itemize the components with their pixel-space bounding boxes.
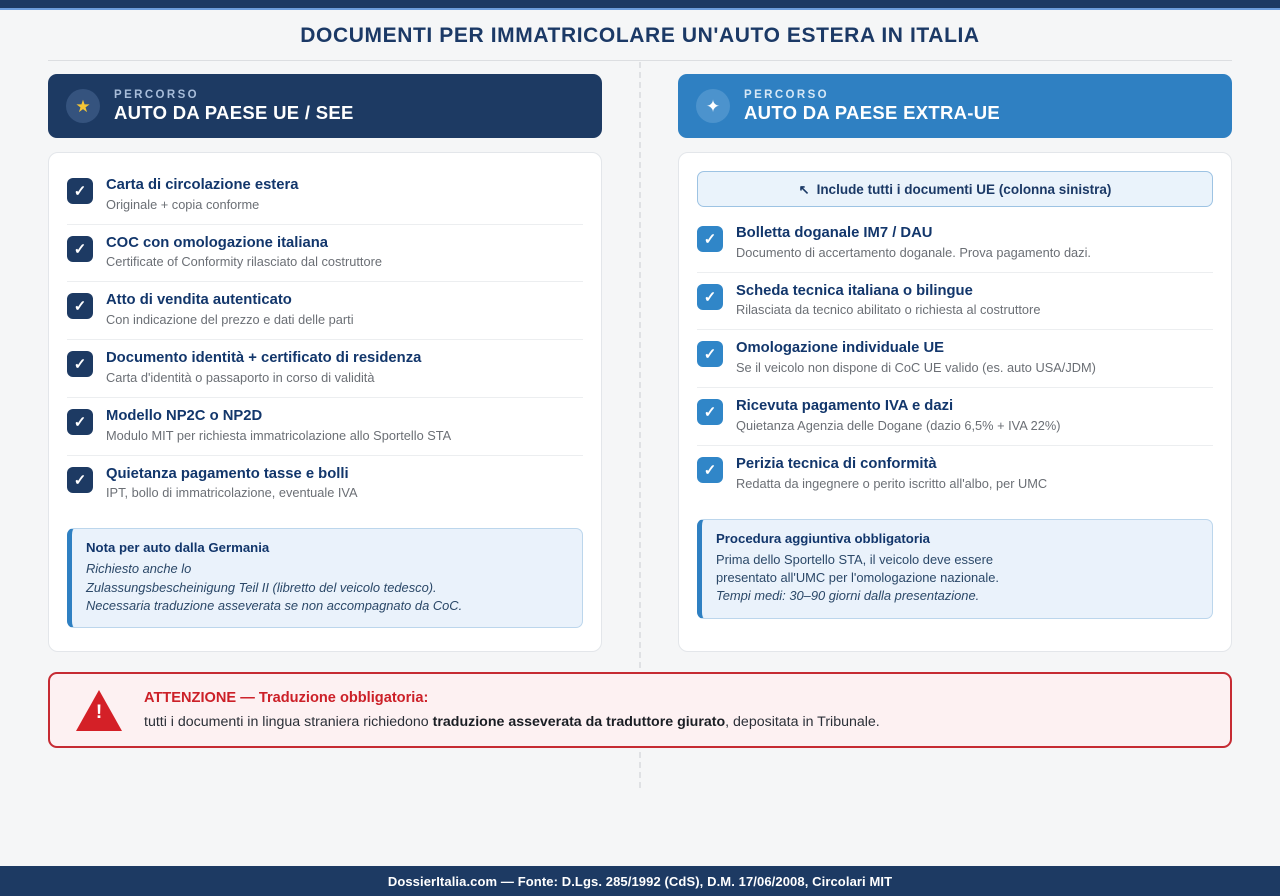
warning-body-before: tutti i documenti in lingua straniera richiedono — [144, 714, 433, 730]
column-header-text-ue — [114, 89, 354, 124]
checkmark-icon: ✓ — [67, 293, 93, 319]
document-text — [106, 408, 451, 444]
warning-body — [144, 714, 880, 730]
document-subtitle: Modulo MIT per richiesta immatricolazione allo Sportello STA — [106, 427, 452, 443]
footer-bar — [0, 866, 1280, 896]
document-text — [736, 283, 1040, 319]
document-row — [67, 456, 583, 513]
document-row — [697, 446, 1213, 503]
document-title: Carta di circolazione estera — [106, 177, 299, 193]
document-card-extra-ue — [678, 152, 1232, 652]
document-text — [736, 340, 1096, 376]
top-accent-bar — [0, 0, 1280, 8]
column-header-text-extra-ue — [744, 89, 1000, 124]
inherit-pill-label: Include tutti i documenti UE (colonna sinistra) — [816, 181, 1112, 197]
column-header-ue — [48, 74, 602, 138]
note-box-extra-ue — [697, 519, 1213, 619]
note-body-extra-ue — [716, 551, 1198, 606]
document-title: Scheda tecnica italiana o bilingue — [736, 282, 973, 299]
document-text — [736, 456, 1047, 492]
checkmark-icon: ✓ — [697, 226, 723, 252]
checkmark-icon: ✓ — [697, 284, 723, 310]
note-line: Zulassungsbescheinigung Teil II (libretto del veicolo tedesco). — [86, 579, 437, 595]
note-line: Richiesto anche lo — [86, 561, 192, 577]
document-subtitle: Documento di accertamento doganale. Prova pagamento dazi. — [736, 244, 1091, 260]
document-row — [67, 398, 583, 456]
document-row — [697, 215, 1213, 273]
document-row — [67, 225, 583, 283]
document-subtitle: Carta d'identità o passaporto in corso di validità — [106, 369, 375, 385]
document-subtitle: Con indicazione del prezzo e dati delle parti — [106, 312, 354, 328]
star-icon: ★ — [66, 89, 100, 123]
column-kicker-extra-ue: PERCORSO — [744, 88, 830, 101]
document-title: Quietanza pagamento tasse e bolli — [106, 465, 349, 482]
checkmark-icon: ✓ — [67, 467, 93, 493]
note-line: Necessaria traduzione asseverata se non accompagnato da CoC. — [86, 598, 463, 614]
document-subtitle: Redatta da ingegnere o perito iscritto all'albo, per UMC — [736, 475, 1048, 491]
document-row — [67, 167, 583, 225]
document-list-extra-ue — [697, 215, 1213, 503]
document-subtitle: Rilasciata da tecnico abilitato o richiesta al costruttore — [736, 302, 1041, 318]
checkmark-icon: ✓ — [67, 351, 93, 377]
document-subtitle: Certificate of Conformity rilasciato dal costruttore — [106, 254, 382, 270]
footer-text: DossierItalia.com — Fonte: D.Lgs. 285/1992 (CdS), D.M. 17/06/2008, Circolari MIT — [387, 873, 893, 889]
document-text — [106, 292, 354, 328]
checkmark-icon: ✓ — [67, 236, 93, 262]
warning-exclamation: ! — [95, 701, 103, 723]
document-text — [106, 466, 358, 502]
column-kicker-ue: PERCORSO — [114, 88, 200, 101]
column-extra-ue — [678, 74, 1232, 652]
note-body-ue — [86, 560, 568, 615]
warning-headline: ATTENZIONE — Traduzione obbligatoria: — [144, 690, 429, 706]
note-line: Prima dello Sportello STA, il veicolo deve essere — [716, 551, 994, 567]
note-line: Tempi medi: 30–90 giorni dalla presentazione. — [716, 588, 980, 604]
document-card-ue — [48, 152, 602, 652]
document-row — [67, 282, 583, 340]
document-row — [67, 340, 583, 398]
document-subtitle: Se il veicolo non dispone di CoC UE valido (es. auto USA/JDM) — [736, 360, 1096, 376]
checkmark-icon: ✓ — [67, 178, 93, 204]
checkmark-icon: ✓ — [67, 409, 93, 435]
note-line: presentato all'UMC per l'omologazione nazionale. — [716, 569, 999, 585]
document-title: Atto di vendita autenticato — [106, 292, 292, 309]
document-text — [106, 350, 421, 386]
column-heading-ue: AUTO DA PAESE UE / SEE — [114, 101, 354, 123]
checkmark-icon: ✓ — [697, 457, 723, 483]
warning-banner — [48, 672, 1232, 748]
document-text — [736, 398, 1061, 434]
document-text — [106, 177, 298, 213]
document-title: Omologazione individuale UE — [736, 340, 945, 357]
document-title: Modello NP2C o NP2D — [106, 407, 263, 424]
column-heading-extra-ue: AUTO DA PAESE EXTRA-UE — [744, 101, 1001, 123]
title-divider — [48, 60, 1232, 61]
column-header-extra-ue — [678, 74, 1232, 138]
checkmark-icon: ✓ — [697, 399, 723, 425]
note-title-ue: Nota per auto dalla Germania — [86, 540, 270, 556]
note-box-ue — [67, 528, 583, 628]
inherit-ue-documents-pill[interactable] — [697, 171, 1213, 207]
warning-body-after: , depositata in Tribunale. — [725, 714, 880, 730]
document-row — [697, 273, 1213, 331]
sparkle-icon: ✦ — [696, 89, 730, 123]
document-subtitle: IPT, bollo di immatricolazione, eventuale IVA — [106, 485, 358, 501]
warning-text-block — [144, 690, 880, 730]
top-accent-line — [0, 8, 1280, 10]
document-title: Ricevuta pagamento IVA e dazi — [736, 398, 954, 415]
document-title: Bolletta doganale IM7 / DAU — [736, 225, 933, 241]
arrow-up-left-icon: ↖ — [798, 181, 810, 197]
checkmark-icon: ✓ — [697, 341, 723, 367]
column-ue — [48, 74, 602, 652]
note-title-extra-ue: Procedura aggiuntiva obbligatoria — [716, 530, 930, 546]
document-subtitle: Originale + copia conforme — [106, 196, 260, 212]
document-title: COC con omologazione italiana — [106, 234, 328, 251]
document-subtitle: Quietanza Agenzia delle Dogane (dazio 6,5% + IVA 22%) — [736, 417, 1061, 433]
document-list-ue — [67, 167, 583, 512]
document-title: Documento identità + certificato di residenza — [106, 350, 422, 367]
document-text — [736, 225, 1091, 261]
warning-body-bold: traduzione asseverata da traduttore giurato — [432, 714, 726, 730]
page-title: DOCUMENTI PER IMMATRICOLARE UN'AUTO ESTERA IN ITALIA — [300, 24, 980, 47]
document-text — [106, 235, 382, 271]
document-row — [697, 388, 1213, 446]
document-title: Perizia tecnica di conformità — [736, 455, 937, 472]
document-row — [697, 330, 1213, 388]
warning-triangle-icon — [76, 690, 122, 731]
